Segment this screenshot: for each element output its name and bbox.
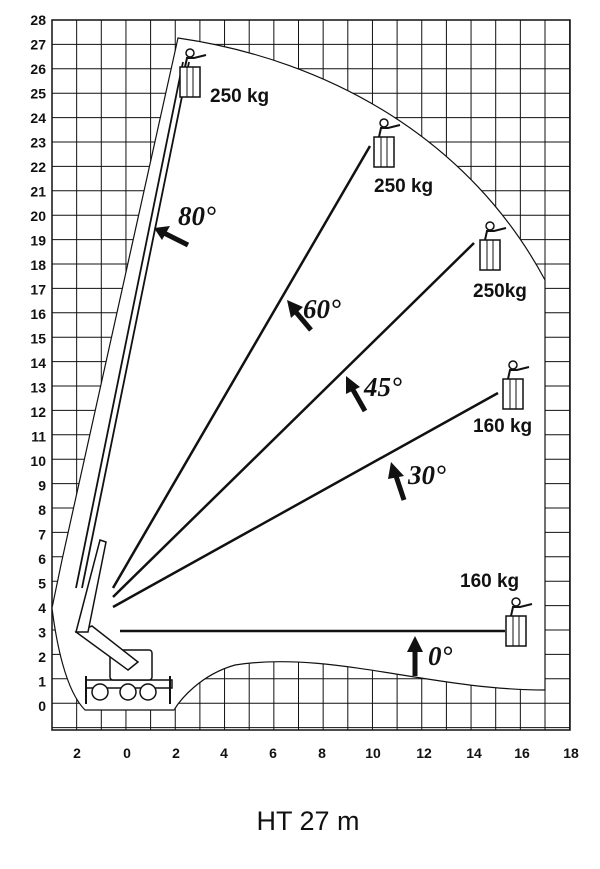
angle-label-45: 45° xyxy=(364,372,402,402)
y-tick-label: 2 xyxy=(38,649,46,665)
load-label-30: 160 kg xyxy=(473,416,533,437)
y-tick-label: 20 xyxy=(30,208,46,224)
y-tick-label: 4 xyxy=(38,600,46,616)
load-label-45: 250kg xyxy=(473,281,527,302)
y-tick-label: 18 xyxy=(30,257,46,273)
x-tick-label: 12 xyxy=(416,745,432,761)
y-tick-label: 14 xyxy=(30,355,46,371)
y-axis-labels xyxy=(30,12,46,714)
y-tick-label: 1 xyxy=(38,673,46,690)
y-tick-label: 19 xyxy=(30,232,46,249)
y-tick-label: 8 xyxy=(38,502,46,518)
y-tick-label: 0 xyxy=(38,698,46,714)
y-tick-label: 3 xyxy=(38,624,46,641)
load-label-0: 160 kg xyxy=(460,571,520,592)
y-tick-label: 15 xyxy=(30,330,46,347)
y-tick-label: 6 xyxy=(38,551,46,567)
y-tick-label: 17 xyxy=(30,281,46,298)
x-tick-label: 2 xyxy=(172,745,180,761)
y-tick-label: 5 xyxy=(38,575,46,592)
x-tick-label: 2 xyxy=(73,745,81,761)
y-tick-label: 16 xyxy=(30,306,46,322)
load-label-80: 250 kg xyxy=(210,86,270,107)
y-tick-label: 9 xyxy=(38,477,46,494)
y-tick-label: 24 xyxy=(30,110,46,126)
y-tick-label: 21 xyxy=(30,183,46,200)
x-tick-label: 16 xyxy=(514,745,530,761)
y-tick-label: 13 xyxy=(30,379,46,396)
x-tick-label: 0 xyxy=(123,745,131,761)
angle-label-60: 60° xyxy=(303,294,341,324)
load-label-60: 250 kg xyxy=(374,176,434,197)
y-tick-label: 27 xyxy=(30,36,46,53)
diagram-title: HT 27 m xyxy=(256,806,360,836)
x-tick-label: 8 xyxy=(318,745,326,761)
angle-label-80: 80° xyxy=(178,201,216,231)
x-tick-label: 10 xyxy=(365,745,381,761)
x-tick-label: 14 xyxy=(466,745,482,761)
y-tick-label: 23 xyxy=(30,134,46,151)
y-tick-label: 22 xyxy=(30,159,46,175)
y-tick-label: 25 xyxy=(30,85,46,102)
angle-label-30: 30° xyxy=(408,460,446,490)
x-tick-label: 6 xyxy=(269,745,277,761)
x-axis-labels xyxy=(73,745,579,761)
y-tick-label: 28 xyxy=(30,12,46,28)
y-tick-label: 10 xyxy=(30,453,46,469)
y-tick-label: 11 xyxy=(31,428,46,445)
x-tick-label: 18 xyxy=(563,745,579,761)
y-tick-label: 7 xyxy=(38,526,46,543)
angle-label-0: 0° xyxy=(428,641,453,671)
y-tick-label: 12 xyxy=(30,404,46,420)
x-tick-label: 4 xyxy=(220,745,228,761)
y-tick-label: 26 xyxy=(30,61,46,77)
